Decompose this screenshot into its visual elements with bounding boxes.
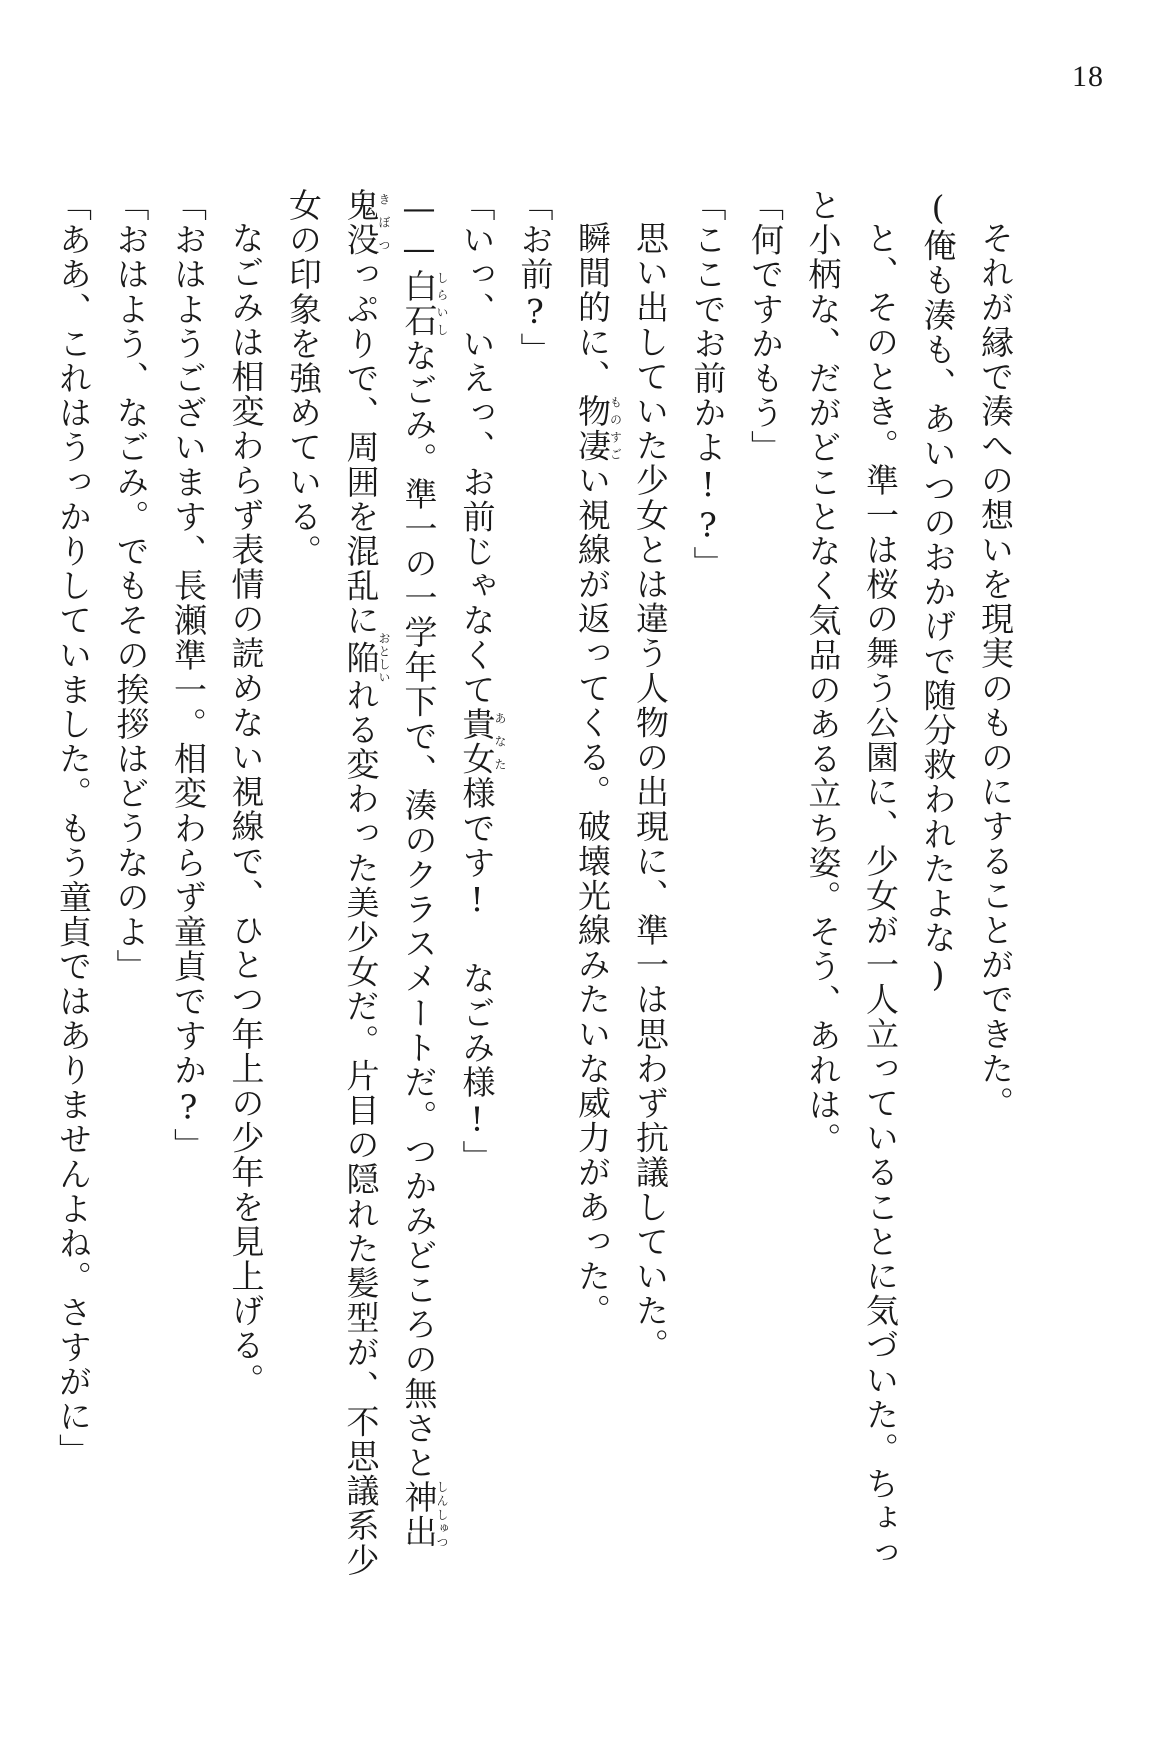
text-line: [564, 188, 622, 1618]
ruby-annotation: [399, 269, 449, 339]
text-line: [390, 188, 448, 1618]
ruby-base: 白石: [399, 269, 439, 339]
text-segment: 瞬間的に、: [573, 221, 612, 394]
text-segment: 様です! なごみ様!」: [457, 776, 497, 1175]
ruby-base: 物凄: [573, 394, 612, 464]
text-line: と、そのとき。準一は桜の舞う公園に、少女が一人立っていることに気づいた。ちょっ: [861, 221, 900, 1571]
text-line: 思い出していた少女とは違う人物の出現に、準一は思わず抗議していた。: [631, 221, 670, 1363]
text-segment: 「いっ、いえっ、お前じゃなくて: [457, 188, 497, 707]
text-line: [332, 188, 390, 1618]
text-line: (俺も湊も、あいつのおかげで随分救われたよな): [918, 188, 958, 996]
ruby-base: 鬼没: [341, 188, 381, 258]
text-line: と小柄な、だがどことなく気品のある立ち姿。そう、あれは。: [803, 188, 843, 1157]
text-line: [448, 188, 506, 1618]
ruby-reading: あなた: [493, 707, 507, 777]
ruby-annotation: [457, 707, 507, 777]
text-segment: ——: [399, 188, 439, 270]
ruby-reading: しらいし: [435, 269, 449, 339]
text-line: 「おはよう、なごみ。でもその挨拶はどうなのよ」: [111, 188, 151, 984]
ruby-annotation: [341, 631, 391, 684]
text-segment: なごみ。準一の一学年下で、湊のクラスメートだ。つかみどころの無さと: [399, 338, 439, 1481]
text-line: 「ここでお前かよ!?」: [688, 188, 728, 581]
text-line: 「ああ、これはうっかりしていました。もう童貞ではありませんよね。さすがに」: [54, 188, 93, 1469]
text-line: 女の印象を強めている。: [284, 188, 323, 569]
ruby-annotation: [341, 188, 391, 258]
ruby-reading: おとしい: [377, 631, 391, 684]
ruby-annotation: [399, 1480, 449, 1550]
text-line: 「おはようございます、長瀬準一。相変わらず童貞ですか?」: [169, 188, 208, 1163]
text-segment: い視線が返ってくる。破壊光線みたいな威力があった。: [573, 463, 612, 1329]
ruby-reading: しんしゅつ: [435, 1480, 449, 1550]
text-segment: っぷりで、周囲を混乱に: [341, 257, 381, 638]
ruby-base: 陥: [341, 631, 381, 684]
ruby-base: 神出: [399, 1480, 439, 1550]
page-number: 18: [1072, 60, 1104, 93]
text-line: なごみは相変わらず表情の読めない視線で、ひとつ年上の少年を見上げる。: [226, 221, 266, 1398]
vertical-text-body: [45, 188, 1025, 1618]
ruby-base: 貴女: [457, 707, 497, 777]
text-segment: れる変わった美少女だ。片目の隠れた髪型が、不思議系少: [341, 677, 381, 1578]
ruby-reading: きぼつ: [377, 188, 391, 258]
ruby-reading: ものすご: [608, 394, 623, 464]
text-line: 「お前?」: [515, 188, 555, 367]
text-line: それが縁で湊への想いを現実のものにすることができた。: [976, 221, 1015, 1121]
ruby-annotation: [573, 394, 623, 464]
text-line: 「何ですかもう」: [746, 188, 785, 465]
